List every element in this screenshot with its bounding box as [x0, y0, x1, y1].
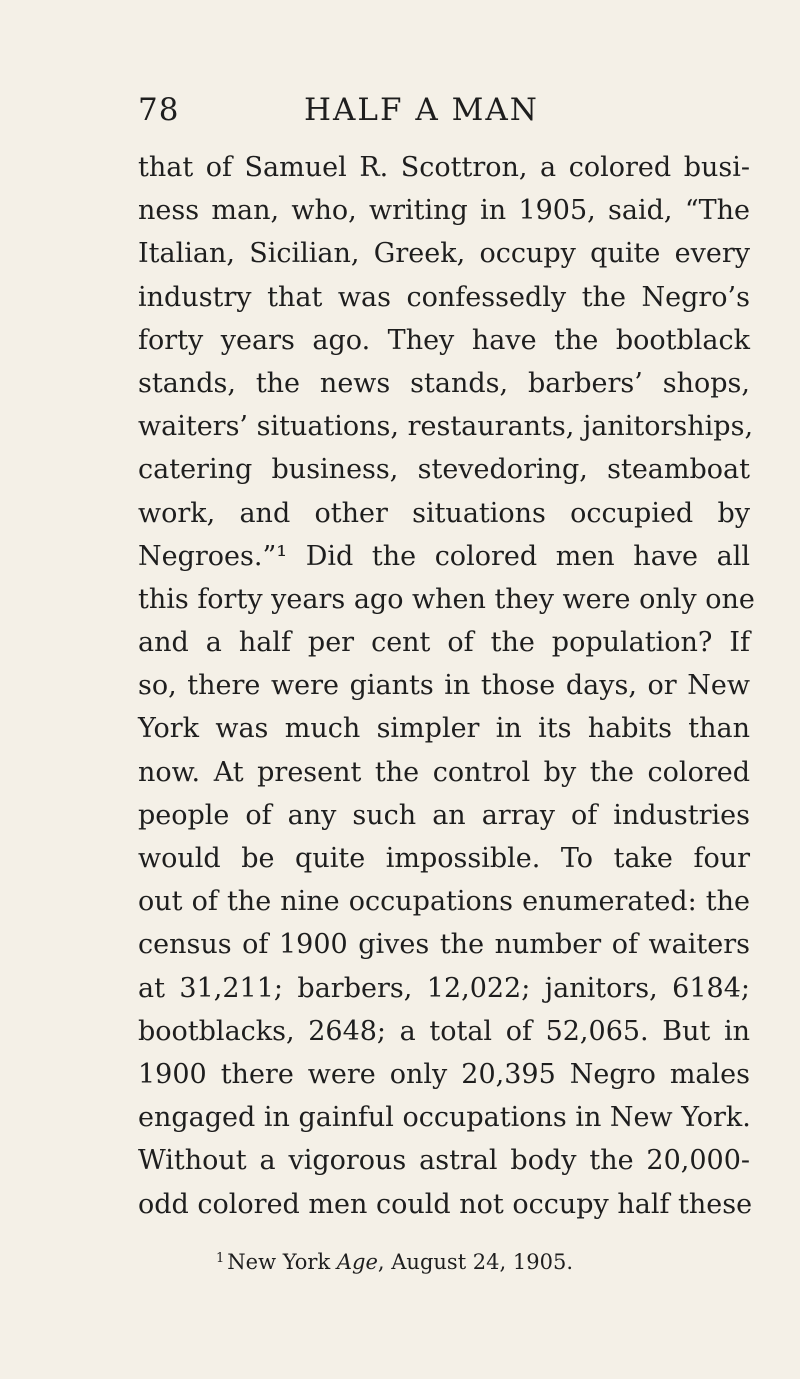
footnote-date: , August 24, 1905.: [377, 1250, 573, 1274]
running-head: HALF A MAN: [304, 92, 539, 128]
text-line: ness man, who, writing in 1905, said, “The: [138, 195, 750, 227]
footnote: [216, 1250, 573, 1274]
text-line: and a half per cent of the population? If: [138, 627, 750, 659]
text-line: Without a vigorous astral body the 20,000-: [138, 1145, 750, 1177]
text-line: bootblacks, 2648; a total of 52,065. But in: [138, 1015, 750, 1047]
footnote-title: Age: [336, 1250, 378, 1274]
text-line: that of Samuel R. Scottron, a colored busi-: [138, 152, 750, 183]
text-line: catering business, stevedoring, steamboat: [138, 454, 750, 486]
text-line: York was much simpler in its habits than: [138, 713, 750, 745]
text-line: Italian, Sicilian, Greek, occupy quite every: [138, 238, 750, 270]
text-line: census of 1900 gives the number of waiters: [138, 929, 750, 961]
footnote-marker: 1: [216, 1251, 225, 1266]
footnote-text: New York: [227, 1250, 337, 1274]
text-line: odd colored men could not occupy half these: [138, 1188, 753, 1220]
text-line: waiters’ situations, restaurants, janitorships,: [138, 411, 754, 443]
text-line: stands, the news stands, barbers’ shops,: [138, 367, 750, 399]
text-line: work, and other situations occupied by: [138, 497, 750, 529]
text-line: forty years ago. They have the bootblack: [138, 324, 750, 356]
text-line: so, there were giants in those days, or New: [138, 670, 750, 702]
text-line: at 31,211; barbers, 12,022; janitors, 6184;: [138, 972, 750, 1004]
page-header: [138, 92, 738, 142]
text-line: now. At present the control by the colored: [138, 756, 750, 788]
body-text: [138, 146, 755, 1226]
text-line: industry that was confessedly the Negro’s: [138, 281, 750, 313]
text-line: out of the nine occupations enumerated: the: [138, 886, 750, 918]
text-line: would be quite impossible. To take four: [138, 843, 750, 874]
text-line: 1900 there were only 20,395 Negro males: [138, 1058, 750, 1090]
page-number: 78: [138, 92, 180, 128]
text-line: this forty years ago when they were only one: [138, 583, 755, 615]
text-line: engaged in gainful occupations in New York.: [138, 1102, 751, 1134]
text-line: Negroes.”¹ Did the colored men have all: [138, 540, 750, 572]
text-line: people of any such an array of industries: [138, 799, 750, 831]
